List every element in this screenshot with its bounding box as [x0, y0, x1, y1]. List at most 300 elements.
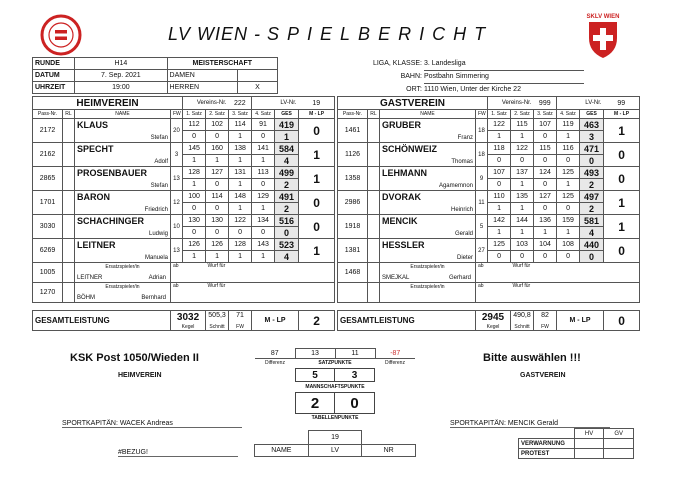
set-score: 141	[252, 143, 275, 155]
home-team-name: KSK Post 1050/Wieden II	[70, 352, 199, 364]
player-fw: 20	[171, 119, 183, 143]
player-pass: 6269	[33, 239, 63, 263]
substitute-row	[338, 283, 640, 303]
sub-rl	[63, 283, 75, 303]
set-score: 159	[557, 215, 580, 227]
set-score: 142	[488, 215, 511, 227]
home-col-s1: 1. Satz	[183, 110, 206, 119]
bezug-text: #BEZUG!	[118, 449, 238, 457]
set-score: 125	[557, 191, 580, 203]
mp-home: 2	[295, 392, 335, 414]
sub-ab: ab	[476, 263, 511, 283]
player-total: 516	[275, 215, 299, 227]
player-total: 523	[275, 239, 299, 251]
sub-rl	[63, 263, 75, 283]
player-first-name: Dieter	[456, 255, 473, 261]
date-value: 7. Sep. 2021	[75, 70, 167, 82]
player-setpoints-sum: 4	[275, 155, 299, 167]
round-label: RUNDE	[33, 58, 75, 70]
sub-label: Ersatzspieler/in	[105, 284, 140, 290]
set-point: 0	[183, 203, 206, 215]
set-point: 0	[488, 251, 511, 263]
protest-label: PROTEST	[519, 449, 575, 459]
player-setpoints-sum: 2	[580, 179, 604, 191]
guest-team-table	[337, 96, 640, 331]
women-value	[237, 70, 277, 82]
lane-label: BAHN:	[400, 73, 422, 80]
diff-guest: -87	[375, 349, 415, 359]
home-col-s3: 3. Satz	[229, 110, 252, 119]
set-score: 127	[534, 191, 557, 203]
substitute-row	[33, 263, 335, 283]
player-name-cell	[380, 143, 476, 167]
set-score: 100	[183, 191, 206, 203]
sub-label: Ersatzspieler/in	[410, 264, 445, 270]
verwarnung-label: VERWARNUNG	[519, 439, 575, 449]
player-row	[338, 167, 640, 179]
home-club-no-label: Vereins-Nr.	[183, 97, 229, 110]
home-fw-label: FW	[236, 324, 244, 330]
guest-col-s1: 1. Satz	[488, 110, 511, 119]
guest-avg-value: 490,8	[513, 312, 531, 319]
guest-col-name: NAME	[380, 110, 476, 119]
guest-col-fw: FW	[476, 110, 488, 119]
satz-guest: 3	[335, 368, 375, 382]
player-mlp: 0	[299, 119, 335, 143]
player-fw: 11	[476, 191, 488, 215]
player-pass: 2986	[338, 191, 368, 215]
guest-col-rl: RL	[368, 110, 380, 119]
home-lv-no: 19	[299, 97, 335, 110]
set-score: 107	[534, 119, 557, 131]
player-pass: 1126	[338, 143, 368, 167]
player-setpoints-sum: 4	[580, 227, 604, 239]
guest-lv-no: 99	[604, 97, 640, 110]
set-point: 0	[183, 131, 206, 143]
set-point: 0	[488, 179, 511, 191]
guest-club-no: 999	[534, 97, 557, 110]
player-row	[33, 119, 335, 131]
set-point: 1	[183, 251, 206, 263]
player-fw: 13	[171, 239, 183, 263]
home-col-rl: RL	[63, 110, 75, 119]
sub-pass	[338, 283, 368, 303]
set-point: 1	[557, 131, 580, 143]
player-last-name: SPECHT	[77, 144, 114, 154]
player-total: 499	[275, 167, 299, 179]
set-score: 124	[534, 167, 557, 179]
set-point: 0	[534, 131, 557, 143]
set-score: 144	[511, 215, 534, 227]
home-mlp-label: M - LP	[252, 311, 299, 331]
player-row	[33, 191, 335, 203]
player-pass: 2172	[33, 119, 63, 143]
satz-box	[295, 368, 375, 421]
player-name-cell	[380, 119, 476, 143]
guest-fw-cell	[534, 311, 557, 331]
guest-club-no-label: Vereins-Nr.	[488, 97, 534, 110]
home-col-fw: FW	[171, 110, 183, 119]
player-first-name: Friedrich	[144, 207, 168, 213]
player-setpoints-sum: 2	[275, 203, 299, 215]
player-rl	[368, 191, 380, 215]
player-fw: 5	[476, 215, 488, 239]
set-point: 0	[206, 203, 229, 215]
sub-pass: 1005	[33, 263, 63, 283]
title-right: SPIELBERICHT	[267, 24, 494, 44]
set-score: 136	[534, 215, 557, 227]
player-name-cell	[75, 119, 171, 143]
player-name-cell	[380, 167, 476, 191]
set-point: 0	[252, 179, 275, 191]
player-last-name: SCHÖNWEIZ	[382, 144, 437, 154]
player-pass: 1701	[33, 191, 63, 215]
guest-fw-value: 82	[541, 312, 549, 319]
set-score: 107	[488, 167, 511, 179]
sub-last-name: LEITNER	[77, 275, 103, 281]
set-point: 1	[534, 227, 557, 239]
set-point: 1	[229, 179, 252, 191]
home-kegel-label: Kegel	[181, 324, 195, 330]
league-info	[360, 58, 584, 97]
player-row	[338, 191, 640, 203]
player-pass: 1918	[338, 215, 368, 239]
player-rl	[368, 143, 380, 167]
guest-fw-label: FW	[541, 324, 549, 330]
set-score: 122	[488, 119, 511, 131]
player-total: 493	[580, 167, 604, 179]
player-last-name: SCHACHINGER	[77, 216, 145, 226]
sub-wurf: Wurf für	[511, 283, 640, 303]
verwarnung-gv[interactable]	[604, 439, 634, 449]
guest-col-s3: 3. Satz	[534, 110, 557, 119]
sp-home-top: 13	[295, 349, 335, 359]
set-score: 119	[557, 119, 580, 131]
name-label: NAME	[255, 445, 309, 457]
player-setpoints-sum: 2	[275, 179, 299, 191]
player-last-name: HESSLER	[382, 240, 425, 250]
player-first-name: Stefan	[150, 183, 168, 189]
set-point: 1	[511, 227, 534, 239]
player-last-name: DVORAK	[382, 192, 422, 202]
player-mlp: 1	[604, 191, 640, 215]
set-point: 1	[511, 131, 534, 143]
set-score: 125	[488, 239, 511, 251]
player-pass: 1381	[338, 239, 368, 263]
player-last-name: MENCIK	[382, 216, 418, 226]
set-score: 130	[206, 215, 229, 227]
player-rl	[63, 215, 75, 239]
verwarnung-hv[interactable]	[574, 439, 604, 449]
substitute-row	[338, 263, 640, 283]
set-point: 1	[252, 155, 275, 167]
sub-label: Ersatzspieler/in	[105, 264, 140, 270]
gv-label: GV	[604, 429, 634, 439]
player-rl	[63, 191, 75, 215]
home-col-mlp: M - LP	[299, 110, 335, 119]
set-point: 0	[511, 155, 534, 167]
home-avg-value: 505,3	[208, 312, 226, 319]
player-name-cell	[75, 167, 171, 191]
set-point: 0	[206, 179, 229, 191]
home-fw-cell	[229, 311, 252, 331]
home-club-no: 222	[229, 97, 252, 110]
set-point: 0	[534, 179, 557, 191]
player-mlp: 0	[299, 191, 335, 215]
guest-total-cell	[476, 311, 511, 331]
set-score: 130	[183, 215, 206, 227]
player-mlp: 1	[604, 215, 640, 239]
set-score: 91	[252, 119, 275, 131]
guest-avg-cell	[511, 311, 534, 331]
player-total: 471	[580, 143, 604, 155]
player-row	[338, 215, 640, 227]
home-lv-no-label: LV-Nr.	[252, 97, 299, 110]
player-row	[33, 143, 335, 155]
home-mlp-total: 2	[299, 311, 335, 331]
player-name-cell	[380, 191, 476, 215]
player-first-name: Stefan	[150, 135, 168, 141]
set-score: 160	[206, 143, 229, 155]
set-score: 134	[252, 215, 275, 227]
home-col-pass: Pass-Nr.	[33, 110, 63, 119]
player-fw: 10	[171, 215, 183, 239]
player-total: 419	[275, 119, 299, 131]
tabellen-label: TABELLENPUNKTE	[311, 415, 359, 421]
guest-team-name: Bitte auswählen !!!	[483, 352, 581, 364]
player-setpoints-sum: 1	[275, 131, 299, 143]
set-point: 1	[206, 251, 229, 263]
sklv-logo-text: SKLV WIEN	[586, 14, 620, 20]
protest-box	[518, 428, 634, 459]
set-point: 0	[229, 227, 252, 239]
player-row	[33, 215, 335, 227]
set-point: 1	[229, 203, 252, 215]
set-score: 108	[557, 239, 580, 251]
guest-kegel-label: Kegel	[486, 324, 500, 330]
set-point: 0	[534, 155, 557, 167]
sub-rl	[368, 283, 380, 303]
player-row	[338, 143, 640, 155]
set-score: 118	[488, 143, 511, 155]
set-point: 1	[183, 155, 206, 167]
player-fw: 3	[171, 143, 183, 167]
set-point: 1	[511, 203, 534, 215]
player-first-name: Thomas	[451, 159, 473, 165]
nr-label: NR	[362, 445, 416, 457]
round-value: H14	[75, 58, 167, 70]
player-name-cell	[75, 215, 171, 239]
set-score: 138	[229, 143, 252, 155]
player-name-cell	[75, 143, 171, 167]
sub-first-name: Gerhard	[448, 275, 471, 281]
set-score: 122	[511, 143, 534, 155]
player-pass: 1461	[338, 119, 368, 143]
player-total: 584	[275, 143, 299, 155]
player-rl	[63, 239, 75, 263]
player-name-cell	[75, 239, 171, 263]
player-mlp: 0	[604, 167, 640, 191]
set-score: 115	[511, 119, 534, 131]
time-label: UHRZEIT	[33, 82, 75, 94]
sub-rl	[368, 263, 380, 283]
sub-pass: 1468	[338, 263, 368, 283]
set-score: 126	[206, 239, 229, 251]
men-value: X	[237, 82, 277, 94]
guest-total-label: GESAMTLEISTUNG	[338, 311, 476, 331]
player-setpoints-sum: 4	[275, 251, 299, 263]
guest-title: GASTVEREIN	[338, 97, 488, 110]
sub-name-cell	[75, 283, 171, 303]
guest-total-value: 2945	[481, 312, 505, 323]
player-last-name: PROSENBAUER	[77, 168, 148, 178]
protest-hv[interactable]	[574, 449, 604, 459]
guest-schnitt-label: Schnitt	[514, 324, 530, 330]
player-row	[33, 239, 335, 251]
place-value: 1110 Wien, Unter der Kirche 22	[424, 84, 584, 97]
player-setpoints-sum: 0	[580, 251, 604, 263]
player-pass: 1358	[338, 167, 368, 191]
set-score: 110	[488, 191, 511, 203]
player-setpoints-sum: 2	[580, 203, 604, 215]
points-summary	[255, 348, 415, 367]
set-point: 1	[252, 203, 275, 215]
date-label: DATUM	[33, 70, 75, 82]
player-fw: 27	[476, 239, 488, 263]
set-point: 1	[557, 227, 580, 239]
player-first-name: Gerald	[454, 231, 473, 237]
player-first-name: Agamemnon	[438, 183, 473, 189]
set-point: 0	[557, 155, 580, 167]
set-score: 103	[511, 239, 534, 251]
player-fw: 9	[476, 167, 488, 191]
set-score: 128	[229, 239, 252, 251]
player-name-cell	[380, 239, 476, 263]
home-title: HEIMVEREIN	[33, 97, 183, 110]
sub-wurf: Wurf für	[206, 283, 335, 303]
set-score: 102	[206, 119, 229, 131]
player-setpoints-sum: 0	[580, 155, 604, 167]
player-total: 581	[580, 215, 604, 227]
set-point: 0	[183, 227, 206, 239]
home-total-value: 3032	[176, 312, 200, 323]
sub-name-cell	[380, 263, 476, 283]
set-score: 126	[183, 239, 206, 251]
lane-value: Postbahn Simmering	[424, 71, 584, 84]
guest-lv-no-label: LV-Nr.	[557, 97, 604, 110]
player-first-name: Heinrich	[450, 207, 473, 213]
guest-label: GASTVEREIN	[520, 372, 566, 379]
diff-label-guest: Differenz	[385, 359, 405, 366]
player-setpoints-sum: 3	[580, 131, 604, 143]
bkv-logo	[40, 14, 82, 56]
guest-col-s2: 2. Satz	[511, 110, 534, 119]
sub-ab: ab	[476, 283, 511, 303]
set-score: 114	[229, 119, 252, 131]
guest-col-ges: GES	[580, 110, 604, 119]
protest-gv[interactable]	[604, 449, 634, 459]
set-score: 135	[511, 191, 534, 203]
sub-name-cell	[380, 283, 476, 303]
home-col-s2: 2. Satz	[206, 110, 229, 119]
sub-ab: ab	[171, 283, 206, 303]
player-fw: 18	[476, 119, 488, 143]
player-mlp: 1	[299, 167, 335, 191]
set-score: 125	[557, 167, 580, 179]
player-fw: 12	[171, 191, 183, 215]
player-fw: 18	[476, 143, 488, 167]
set-point: 0	[557, 251, 580, 263]
player-last-name: BARON	[77, 192, 110, 202]
competition: MEISTERSCHAFT	[167, 58, 277, 70]
home-total-cell	[171, 311, 206, 331]
home-schnitt-label: Schnitt	[209, 324, 225, 330]
player-total: 497	[580, 191, 604, 203]
men-label: HERREN	[167, 82, 237, 94]
set-point: 0	[206, 227, 229, 239]
player-rl	[368, 215, 380, 239]
sub-last-name: SMEJKAL	[382, 275, 410, 281]
set-score: 114	[206, 191, 229, 203]
title-dash: -	[248, 24, 268, 44]
player-row	[338, 239, 640, 251]
set-point: 0	[534, 251, 557, 263]
player-setpoints-sum: 0	[275, 227, 299, 239]
home-total-row	[33, 311, 335, 331]
set-point: 0	[488, 155, 511, 167]
player-fw: 13	[171, 167, 183, 191]
league-value: 3. Landesliga	[424, 58, 584, 71]
set-point: 0	[557, 203, 580, 215]
set-point: 1	[229, 251, 252, 263]
player-row	[33, 167, 335, 179]
captain-guest: SPORTKAPITÄN: MENCIK Gerald	[450, 420, 610, 428]
set-score: 112	[183, 119, 206, 131]
player-rl	[63, 119, 75, 143]
set-score: 143	[252, 239, 275, 251]
time-value: 19:00	[75, 82, 167, 94]
satz-home: 5	[295, 368, 335, 382]
set-point: 1	[488, 203, 511, 215]
set-point: 1	[206, 155, 229, 167]
player-rl	[63, 143, 75, 167]
player-mlp: 1	[604, 119, 640, 143]
set-point: 1	[229, 131, 252, 143]
sub-ab: ab	[171, 263, 206, 283]
set-score: 115	[534, 143, 557, 155]
player-rl	[63, 167, 75, 191]
home-label: HEIMVEREIN	[118, 372, 162, 379]
sp-guest-top: 11	[335, 349, 375, 359]
player-pass: 2865	[33, 167, 63, 191]
set-point: 0	[206, 131, 229, 143]
guest-total-row	[338, 311, 640, 331]
player-pass: 3030	[33, 215, 63, 239]
substitute-row	[33, 283, 335, 303]
set-score: 128	[183, 167, 206, 179]
set-score: 145	[183, 143, 206, 155]
player-last-name: LEHMANN	[382, 168, 427, 178]
player-mlp: 1	[299, 143, 335, 167]
mp-guest: 0	[335, 392, 375, 414]
sub-wurf: Wurf für	[206, 263, 335, 283]
sub-pass: 1270	[33, 283, 63, 303]
satzpunkte-label: SATZPUNKTE	[318, 359, 352, 366]
player-mlp: 0	[299, 215, 335, 239]
home-fw-value: 71	[236, 312, 244, 319]
set-score: 137	[511, 167, 534, 179]
set-score: 122	[229, 215, 252, 227]
